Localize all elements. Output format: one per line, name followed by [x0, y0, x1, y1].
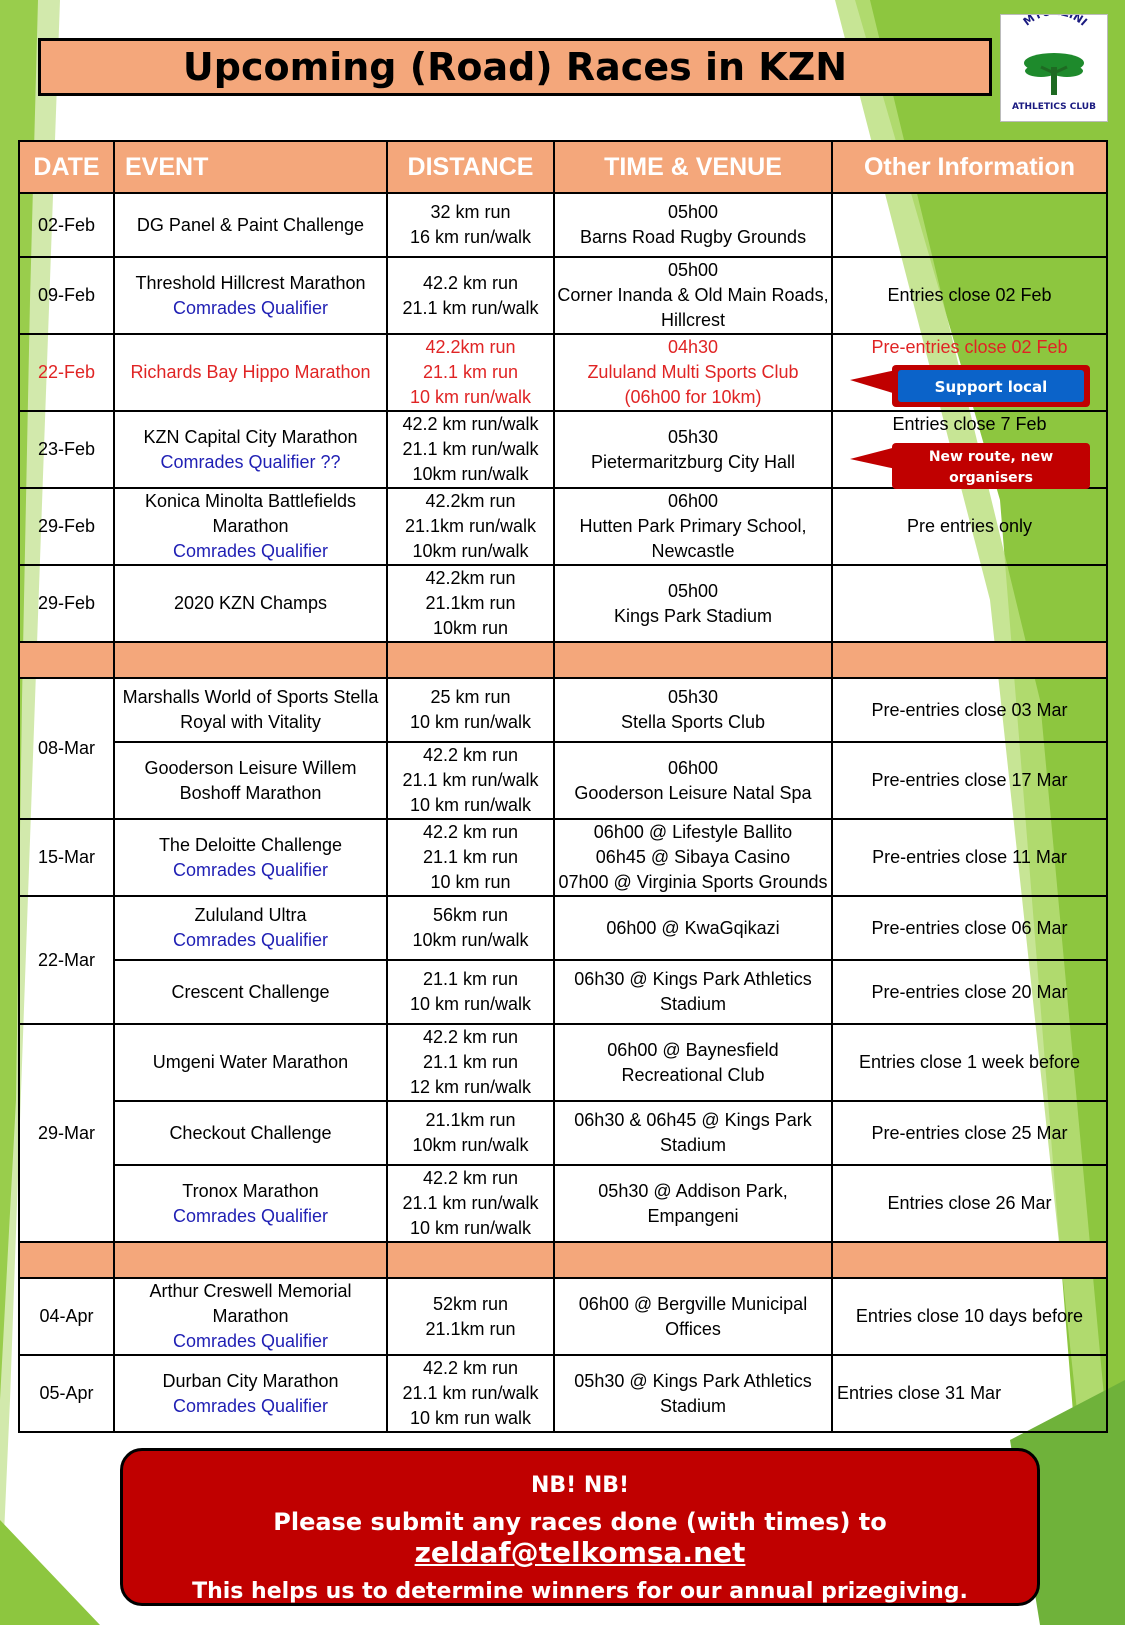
distance-cell: 42.2km run 21.1km run 10km run [387, 565, 554, 642]
info-cell: Pre-entries close 25 Mar [832, 1101, 1107, 1165]
header-date: DATE [19, 141, 114, 193]
races-table [18, 140, 1108, 1433]
event-cell: Durban City Marathon Comrades Qualifier [114, 1355, 387, 1432]
event-cell: The Deloitte Challenge Comrades Qualifier [114, 819, 387, 896]
email-link[interactable]: zeldaf@telkomsa.net [414, 1536, 746, 1569]
distance-cell: 42.2 km run 21.1 km run/walk 10 km run walk [387, 1355, 554, 1432]
comrades-qualifier-label: Comrades Qualifier [172, 1205, 329, 1226]
comrades-qualifier-label: Comrades Qualifier [172, 297, 329, 318]
distance-cell: 32 km run 16 km run/walk [387, 193, 554, 257]
venue-cell: 06h00 Gooderson Leisure Natal Spa [554, 742, 832, 819]
comrades-qualifier-label: Comrades Qualifier [172, 859, 329, 880]
table-row [19, 1355, 1107, 1432]
comrades-qualifier-label: Comrades Qualifier ?? [160, 451, 341, 472]
info-cell: Entries close 02 Feb [832, 257, 1107, 334]
table-row [19, 742, 1107, 819]
date-cell: 09-Feb [19, 257, 114, 334]
event-cell: Gooderson Leisure Willem Boshoff Marathon [114, 742, 387, 819]
info-cell: Pre-entries close 11 Mar [832, 819, 1107, 896]
header-time-venue: TIME & VENUE [554, 141, 832, 193]
venue-cell: 06h00 Hutten Park Primary School, Newcastle [554, 488, 832, 565]
event-cell: Zululand Ultra Comrades Qualifier [114, 896, 387, 960]
distance-cell: 25 km run 10 km run/walk [387, 678, 554, 742]
event-cell: Arthur Creswell Memorial Marathon Comrades Qualifier [114, 1278, 387, 1355]
venue-cell: 05h30 Stella Sports Club [554, 678, 832, 742]
info-cell: Pre-entries close 20 Mar [832, 960, 1107, 1024]
distance-cell: 21.1km run 10km run/walk [387, 1101, 554, 1165]
venue-cell: 04h30 Zululand Multi Sports Club (06h00 for 10km) [554, 334, 832, 411]
comrades-qualifier-label: Comrades Qualifier [172, 541, 329, 561]
notice-prizegiving-line: This helps us to determine winners for our annual prizegiving. [192, 1579, 968, 1604]
logo-top-text: MT NI [1020, 15, 1090, 29]
new-route-text-line2: organisers [949, 470, 1033, 486]
table-row [19, 1278, 1107, 1355]
support-local-callout [846, 362, 1096, 412]
table-row [19, 1101, 1107, 1165]
table-row [19, 488, 1107, 565]
header-event: EVENT [114, 141, 387, 193]
table-row [19, 678, 1107, 742]
notice-box [120, 1448, 1040, 1606]
table-row [19, 257, 1107, 334]
logo-bottom-text: ATHLETICS CLUB [1012, 102, 1096, 112]
event-cell: Tronox Marathon Comrades Qualifier [114, 1165, 387, 1242]
date-cell: 29-Feb [19, 488, 114, 565]
table-header-row [19, 141, 1107, 193]
event-cell: Threshold Hillcrest Marathon Comrades Qualifier [114, 257, 387, 334]
table-row [19, 1165, 1107, 1242]
venue-cell: 05h00 Corner Inanda & Old Main Roads, Hillcrest [554, 257, 832, 334]
event-cell: Umgeni Water Marathon [114, 1024, 387, 1101]
date-cell: 05-Apr [19, 1355, 114, 1432]
table-row [19, 565, 1107, 642]
month-separator-row [19, 1242, 1107, 1278]
event-cell: Konica Minolta Battlefields Marathon Comrades Qualifier [114, 488, 387, 565]
venue-cell: 05h00 Barns Road Rugby Grounds [554, 193, 832, 257]
venue-cell: 06h00 @ Lifestyle Ballito 06h45 @ Sibaya Casino 07h00 @ Virginia Sports Grounds [554, 819, 832, 896]
date-cell: 02-Feb [19, 193, 114, 257]
event-cell: 2020 KZN Champs [114, 565, 387, 642]
distance-cell: 52km run 21.1km run [387, 1278, 554, 1355]
date-cell: 15-Mar [19, 819, 114, 896]
event-cell: Marshalls World of Sports Stella Royal with Vitality [114, 678, 387, 742]
date-cell: 04-Apr [19, 1278, 114, 1355]
distance-cell: 42.2 km run 21.1 km run 12 km run/walk [387, 1024, 554, 1101]
date-cell: 22-Mar [19, 896, 114, 1024]
event-cell: Crescent Challenge [114, 960, 387, 1024]
table-row [19, 1024, 1107, 1101]
venue-cell: 06h00 @ Bergville Municipal Offices [554, 1278, 832, 1355]
venue-cell: 05h30 Pietermaritzburg City Hall [554, 411, 832, 488]
venue-cell: 05h30 @ Kings Park Athletics Stadium [554, 1355, 832, 1432]
info-cell [832, 193, 1107, 257]
info-cell: Entries close 10 days before [832, 1278, 1107, 1355]
info-cell: Entries close 7 Feb [832, 411, 1107, 488]
distance-cell: 42.2 km run 21.1 km run/walk 10 km run/walk [387, 742, 554, 819]
table-row [19, 896, 1107, 960]
venue-cell: 06h30 & 06h45 @ Kings Park Stadium [554, 1101, 832, 1165]
comrades-qualifier-label: Comrades Qualifier [172, 1331, 329, 1351]
event-cell: DG Panel & Paint Challenge [114, 193, 387, 257]
distance-cell: 42.2 km run 21.1 km run/walk [387, 257, 554, 334]
info-cell: Pre entries only [832, 488, 1107, 565]
table-row [19, 819, 1107, 896]
distance-cell: 21.1 km run 10 km run/walk [387, 960, 554, 1024]
distance-cell: 42.2 km run 21.1 km run 10 km run [387, 819, 554, 896]
date-cell: 08-Mar [19, 678, 114, 819]
notice-submit-line: Please submit any races done (with times) to zeldaf@telkomsa.net [273, 1508, 887, 1569]
distance-cell: 56km run 10km run/walk [387, 896, 554, 960]
event-cell: Richards Bay Hippo Marathon [114, 334, 387, 411]
support-local-text: Support local [934, 378, 1048, 396]
venue-cell: 06h00 @ Baynesfield Recreational Club [554, 1024, 832, 1101]
info-cell: Entries close 1 week before [832, 1024, 1107, 1101]
distance-cell: 42.2 km run 21.1 km run/walk 10 km run/walk [387, 1165, 554, 1242]
info-cell: Entries close 31 Mar [832, 1355, 1107, 1432]
svg-text:MTUNZINI [1021, 15, 1090, 29]
venue-cell: 06h00 @ KwaGqikazi [554, 896, 832, 960]
tree-icon [1001, 15, 1107, 121]
page-title: Upcoming (Road) Races in KZN [38, 38, 992, 96]
distance-cell: 42.2km run 21.1km run/walk 10km run/walk [387, 488, 554, 565]
venue-cell: 05h30 @ Addison Park, Empangeni [554, 1165, 832, 1242]
venue-cell: 05h00 Kings Park Stadium [554, 565, 832, 642]
date-cell: 29-Mar [19, 1024, 114, 1242]
date-cell: 23-Feb [19, 411, 114, 488]
date-cell: 29-Feb [19, 565, 114, 642]
info-cell [832, 565, 1107, 642]
info-cell: Pre-entries close 02 Feb [832, 334, 1107, 411]
event-cell: KZN Capital City Marathon Comrades Qualifier ?? [114, 411, 387, 488]
distance-cell: 42.2 km run/walk 21.1 km run/walk 10km run/walk [387, 411, 554, 488]
header-other-info: Other Information [832, 141, 1107, 193]
info-cell: Entries close 26 Mar [832, 1165, 1107, 1242]
club-logo [1000, 14, 1108, 122]
info-cell: Pre-entries close 03 Mar [832, 678, 1107, 742]
distance-cell: 42.2km run 21.1 km run 10 km run/walk [387, 334, 554, 411]
header-distance: DISTANCE [387, 141, 554, 193]
comrades-qualifier-label: Comrades Qualifier [172, 930, 329, 950]
new-route-callout [846, 441, 1096, 491]
date-cell: 22-Feb [19, 334, 114, 411]
month-separator-row [19, 642, 1107, 678]
venue-cell: 06h30 @ Kings Park Athletics Stadium [554, 960, 832, 1024]
new-route-text-line1: New route, new [928, 449, 1054, 465]
info-cell: Pre-entries close 17 Mar [832, 742, 1107, 819]
event-cell: Checkout Challenge [114, 1101, 387, 1165]
notice-heading: NB! NB! [530, 1473, 630, 1498]
info-cell: Pre-entries close 06 Mar [832, 896, 1107, 960]
comrades-qualifier-label: Comrades Qualifier [172, 1395, 329, 1416]
table-row [19, 960, 1107, 1024]
table-row [19, 193, 1107, 257]
